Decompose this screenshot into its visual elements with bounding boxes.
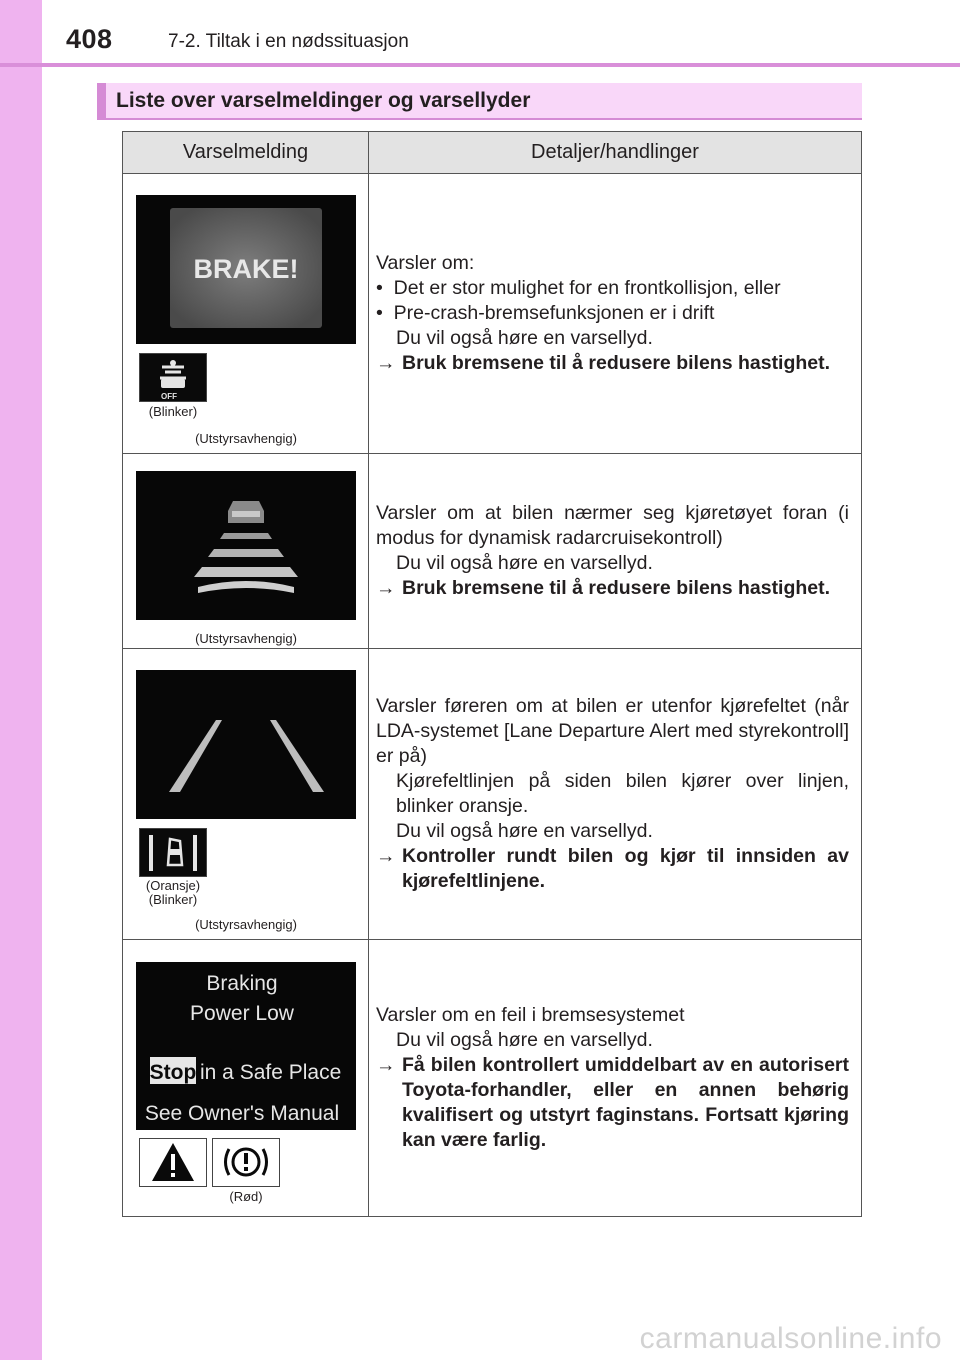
watermark: carmanualsonline.info bbox=[639, 1322, 942, 1355]
action-arrow-icon: → bbox=[376, 1054, 396, 1076]
color-note: (Rød) bbox=[229, 1189, 263, 1204]
message-image-cell bbox=[123, 940, 369, 1217]
chapter-title: 7-2. Tiltak i en nødssituasjon bbox=[168, 31, 409, 52]
vehicle-approach-screen bbox=[136, 471, 356, 620]
svg-text:See Owner's Manual: See Owner's Manual bbox=[144, 1102, 340, 1125]
details-sub: Du vil også høre en varsellyd. bbox=[396, 552, 653, 574]
details-sub: Kjørefeltlinjen på siden bilen kjører over linjen, blinker oransje. bbox=[396, 770, 849, 817]
pcs-off-icon bbox=[139, 353, 207, 402]
action-arrow-icon: → bbox=[376, 577, 396, 599]
message-details-cell bbox=[369, 454, 862, 649]
approaching-vehicle-graphic bbox=[136, 471, 356, 620]
table-header-row bbox=[123, 132, 862, 174]
svg-text:OFF: OFF bbox=[161, 392, 177, 401]
table-row bbox=[123, 649, 862, 940]
action-arrow-icon: → bbox=[376, 845, 396, 867]
lane-lines-graphic bbox=[136, 670, 356, 819]
lane-departure-icon bbox=[139, 828, 207, 877]
section-title: Liste over varselmeldinger og varsellyder bbox=[116, 89, 531, 112]
details-sub: Du vil også høre en varsellyd. bbox=[396, 327, 653, 349]
svg-text:Power Low: Power Low bbox=[190, 1002, 294, 1025]
message-image-cell bbox=[123, 649, 369, 940]
column-header-details: Detaljer/handlinger bbox=[369, 132, 862, 174]
details-intro: Varsler om: bbox=[376, 252, 475, 274]
brake-display-screen bbox=[136, 195, 356, 344]
table-row bbox=[123, 454, 862, 649]
details-intro: Varsler om en feil i bremsesystemet bbox=[376, 1004, 685, 1026]
side-color-strip bbox=[0, 0, 42, 1360]
message-details-cell bbox=[369, 649, 862, 940]
warning-messages-table bbox=[122, 131, 862, 1217]
brake-warning-graphic bbox=[136, 195, 356, 344]
message-details-cell bbox=[369, 174, 862, 454]
warning-triangle-icon bbox=[139, 1138, 207, 1187]
message-image-cell bbox=[123, 454, 369, 649]
table-row bbox=[123, 940, 862, 1217]
header-rule bbox=[0, 63, 960, 67]
blink-note: (Blinker) bbox=[148, 404, 198, 419]
svg-text:Stop: Stop bbox=[149, 1061, 197, 1084]
equipment-note: (Utstyrsavhengig) bbox=[195, 431, 297, 446]
braking-power-low-graphic bbox=[136, 962, 356, 1130]
details-intro: Varsler føreren om at bilen er utenfor kjørefeltet (når LDA-systemet [Lane Departure Alert med styrekontroll] er på) bbox=[376, 695, 849, 767]
details-intro: Varsler om at bilen nærmer seg kjøretøyet foran (i modus for dynamisk radarcruisekontroll) bbox=[376, 502, 849, 549]
brake-system-warning-icon bbox=[212, 1138, 280, 1187]
message-details-cell bbox=[369, 940, 862, 1217]
lane-departure-screen bbox=[136, 670, 356, 819]
svg-text:in a Safe Place: in a Safe Place bbox=[200, 1061, 342, 1084]
details-action: → Bruk bremsene til å redusere bilens hastighet. bbox=[376, 577, 831, 599]
details-bullet: • Det er stor mulighet for en frontkollisjon, eller bbox=[376, 277, 781, 299]
details-sub: Du vil også høre en varsellyd. bbox=[396, 1029, 653, 1051]
message-image-cell bbox=[123, 174, 369, 454]
equipment-note: (Utstyrsavhengig) bbox=[195, 631, 297, 646]
details-sub: Du vil også høre en varsellyd. bbox=[396, 820, 653, 842]
details-bullet: • Pre-crash-bremsefunksjonen er i drift bbox=[376, 302, 715, 324]
color-note: (Oransje) bbox=[145, 878, 201, 893]
details-action: → Bruk bremsene til å redusere bilens hastighet. bbox=[376, 352, 831, 374]
brake-screen-text: BRAKE! bbox=[193, 254, 299, 284]
braking-power-low-screen bbox=[136, 962, 356, 1130]
svg-text:Braking: Braking bbox=[206, 972, 278, 995]
column-header-message: Varselmelding bbox=[123, 132, 369, 174]
action-arrow-icon: → bbox=[376, 352, 396, 374]
details-action: → Få bilen kontrollert umiddelbart av en autorisert Toyota-forhandler, eller en annen behørig kvalifisert og utstyrt faginstans. Fortsatt kjøring kan være farlig. bbox=[376, 1054, 849, 1151]
equipment-note: (Utstyrsavhengig) bbox=[195, 917, 297, 932]
details-action: → Kontroller rundt bilen og kjør til innsiden av kjørefeltlinjene. bbox=[376, 845, 849, 892]
section-heading bbox=[97, 83, 862, 120]
blink-note: (Blinker) bbox=[148, 892, 198, 907]
table-row bbox=[123, 174, 862, 454]
page-number: 408 bbox=[66, 24, 113, 54]
